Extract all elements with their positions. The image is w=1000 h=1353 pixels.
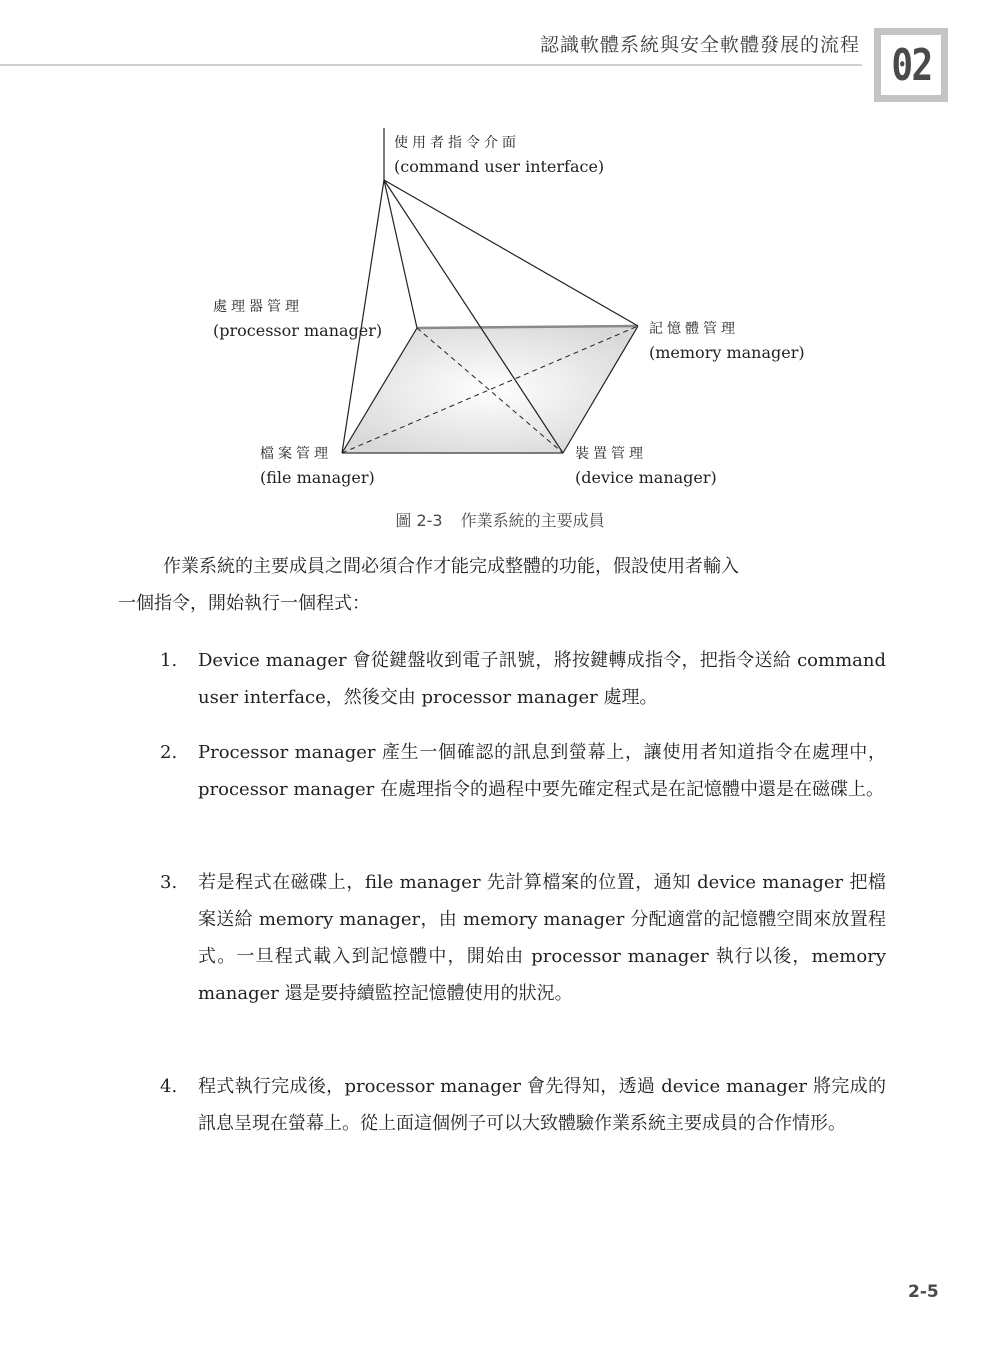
list-item xyxy=(160,734,886,808)
node-command-user-interface xyxy=(394,131,604,179)
edge-apex-to-back-left xyxy=(384,180,417,328)
list-item-number: 3. xyxy=(160,872,178,893)
node-device-manager-zh: 裝置管理 xyxy=(575,446,647,462)
chapter-title: 認識軟體系統與安全軟體發展的流程 xyxy=(539,34,860,56)
node-file-manager-zh: 檔案管理 xyxy=(260,446,332,462)
list-item-number: 2. xyxy=(160,742,178,763)
os-components-figure xyxy=(0,0,1000,540)
chapter-number: 02 xyxy=(890,39,932,91)
page-number: 2-5 xyxy=(908,1282,939,1302)
list-item-text: Device manager 會從鍵盤收到電子訊號，將按鍵轉成指令，把指令送給 command user interface，然後交由 processor manager 處理。 xyxy=(198,650,886,708)
node-command-user-interface-zh: 使用者指令介面 xyxy=(394,135,520,151)
node-processor-manager-zh: 處理器管理 xyxy=(213,299,303,315)
list-item xyxy=(160,864,886,1012)
node-memory-manager-zh: 記憶體管理 xyxy=(649,321,739,337)
intro-paragraph xyxy=(118,548,886,622)
node-file-manager-en: (file manager) xyxy=(260,468,375,487)
intro-line-2: 一個指令，開始執行一個程式： xyxy=(118,593,370,614)
list-item-text: Processor manager 產生一個確認的訊息到螢幕上，讓使用者知道指令在處理中，processor manager 在處理指令的過程中要先確定程式是在記憶體中還是在磁碟上。 xyxy=(198,742,886,800)
node-file-manager xyxy=(260,442,375,490)
node-processor-manager xyxy=(213,295,382,343)
list-item xyxy=(160,1068,886,1142)
node-memory-manager xyxy=(649,317,805,365)
list-item-number: 1. xyxy=(160,650,178,671)
list-item xyxy=(160,642,886,716)
list-item-number: 4. xyxy=(160,1076,178,1097)
intro-line-1: 作業系統的主要成員之間必須合作才能完成整體的功能，假設使用者輸入 xyxy=(163,556,739,577)
list-item-text: 若是程式在磁碟上，file manager 先計算檔案的位置，通知 device manager 把檔案送給 memory manager，由 memory manager 分配適當的記憶體空間來放置程式。一旦程式載入到記憶體中，開始由 processor manager 執行以後，memory manager 還是要持續監控記憶體使用的狀況。 xyxy=(198,872,886,1004)
figure-caption-number: 圖 2-3 xyxy=(395,511,443,530)
figure-caption xyxy=(0,508,1000,531)
node-command-user-interface-en: (command user interface) xyxy=(394,157,605,176)
node-device-manager-en: (device manager) xyxy=(575,468,717,487)
node-processor-manager-en: (processor manager) xyxy=(213,321,383,340)
list-item-text: 程式執行完成後，processor manager 會先得知，透過 device manager 將完成的訊息呈現在螢幕上。從上面這個例子可以大致體驗作業系統主要成員的合作情形。 xyxy=(198,1076,886,1134)
node-memory-manager-en: (memory manager) xyxy=(649,343,805,362)
figure-caption-text: 作業系統的主要成員 xyxy=(460,511,605,530)
node-device-manager xyxy=(575,442,717,490)
pyramid-diagram xyxy=(0,0,1000,540)
edge-apex-to-memory xyxy=(384,180,638,326)
